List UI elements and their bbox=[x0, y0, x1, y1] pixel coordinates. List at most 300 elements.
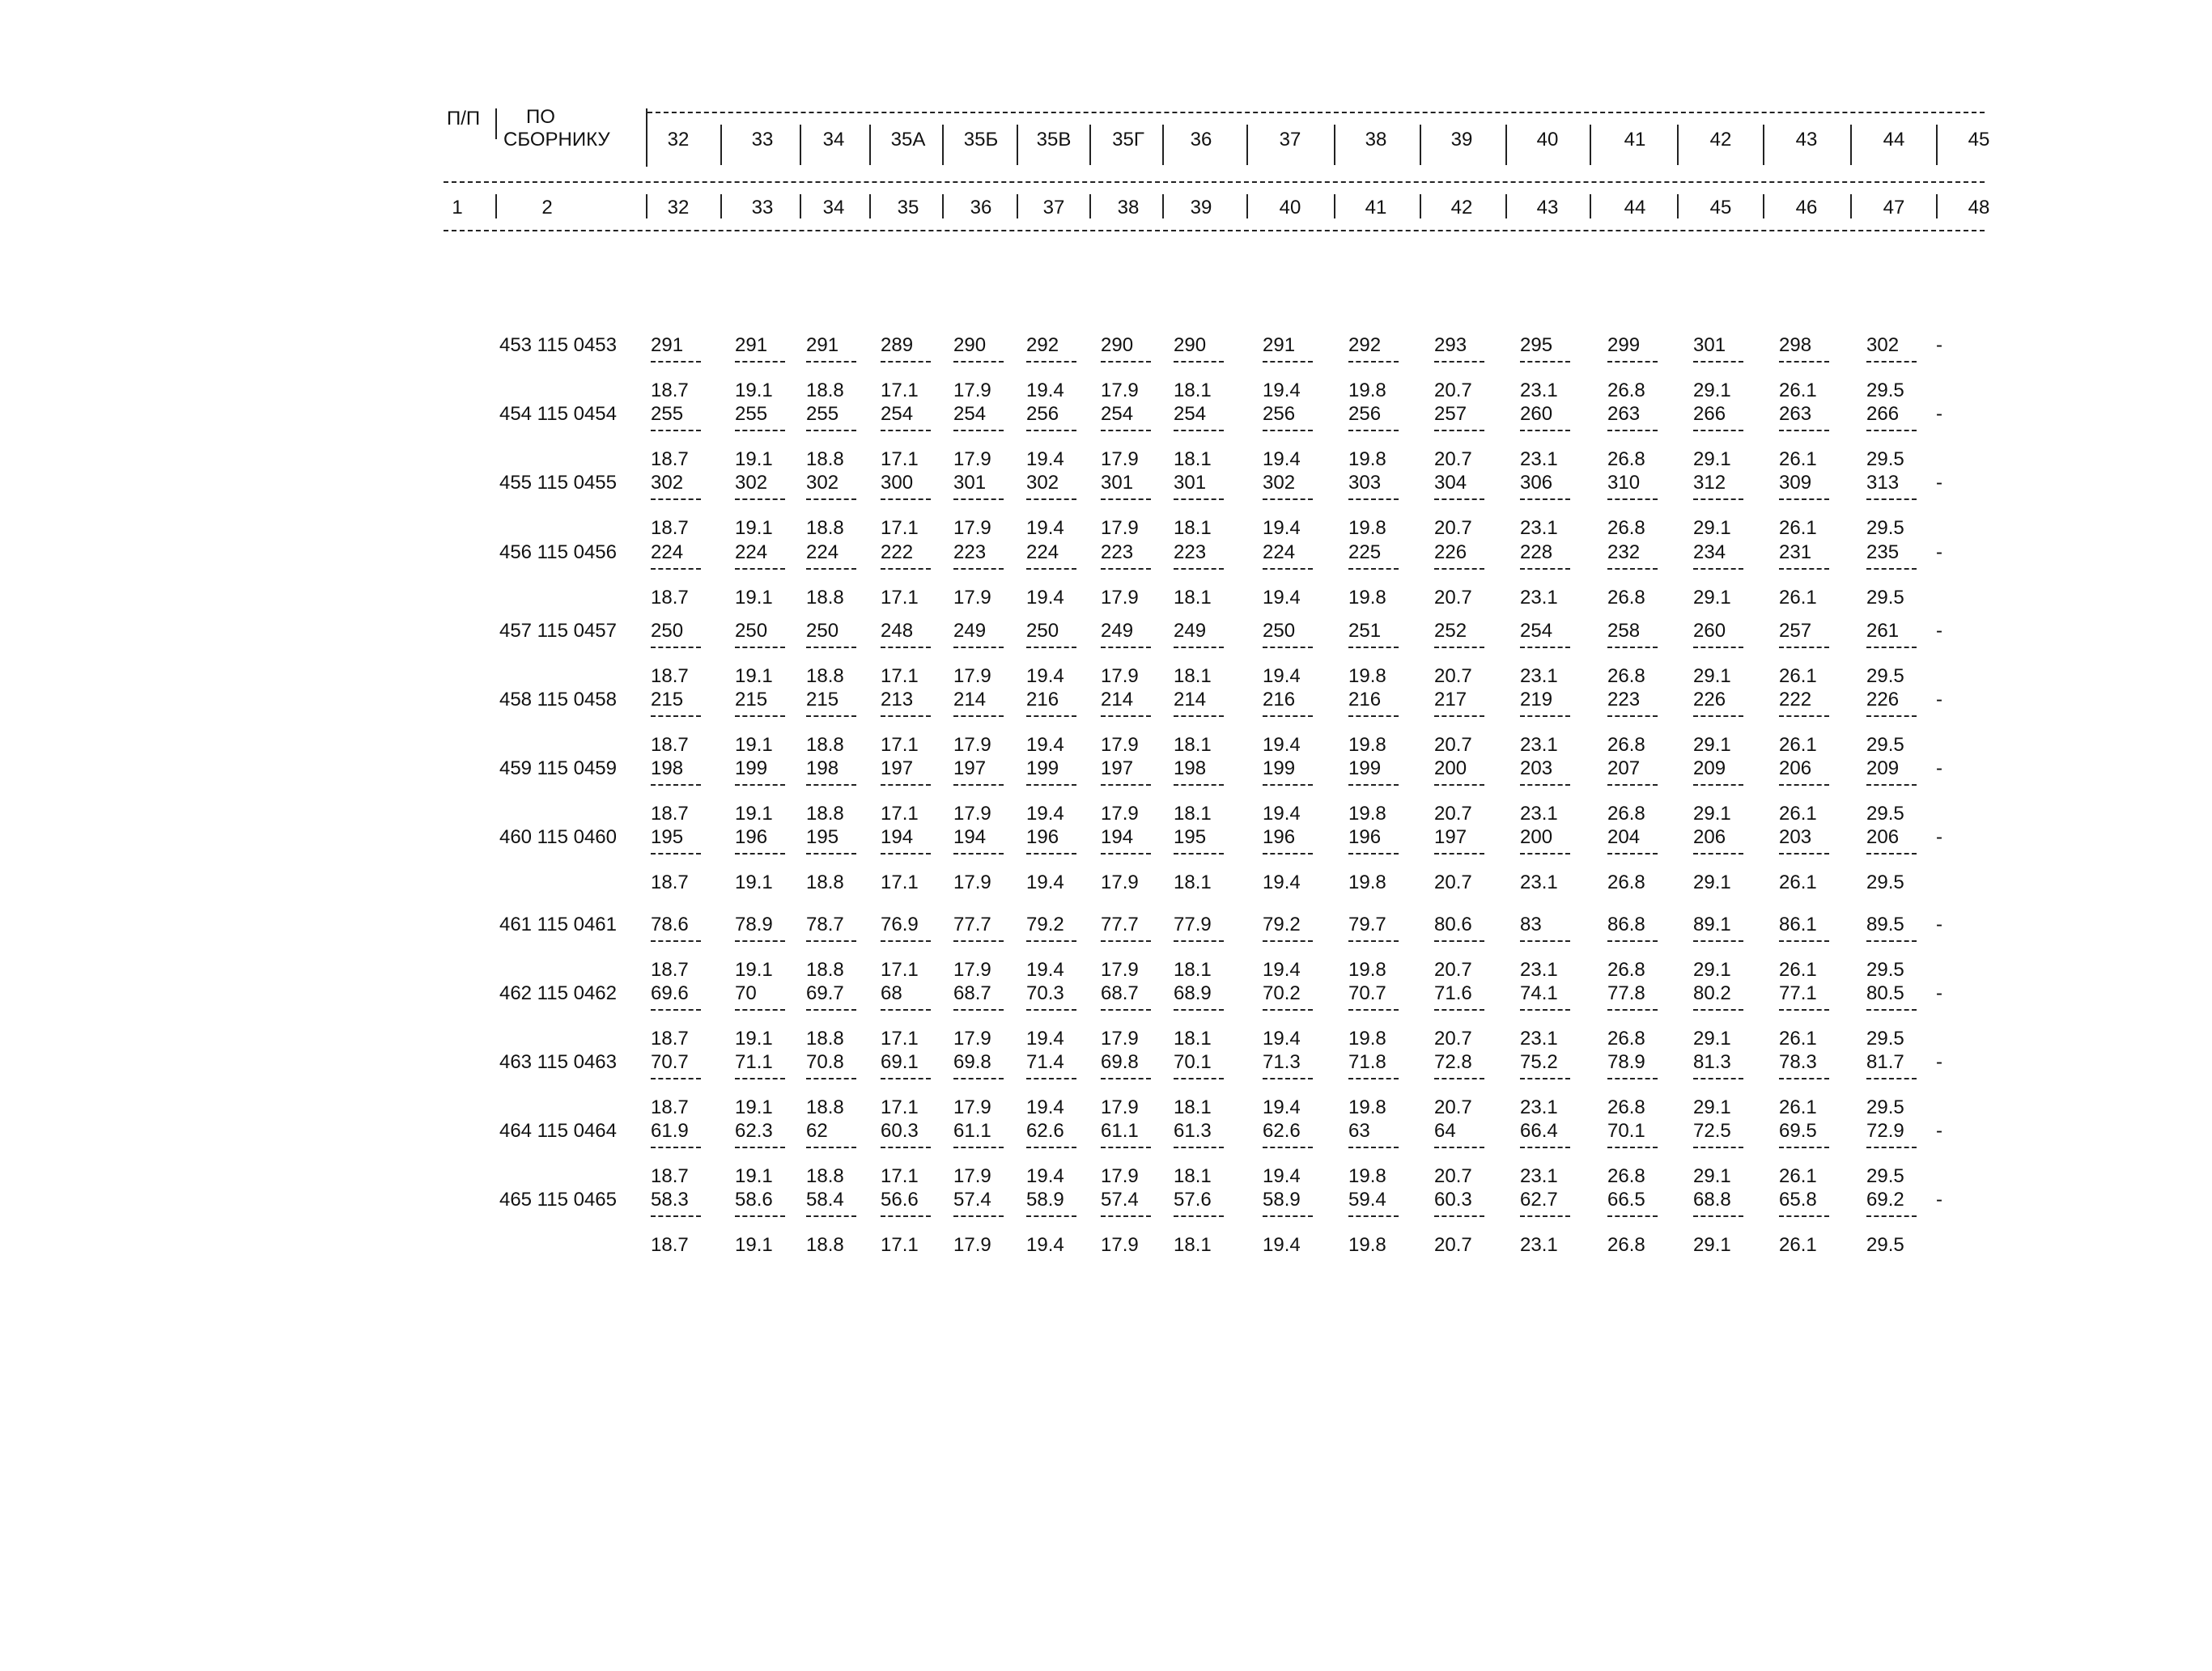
fraction-line bbox=[1520, 361, 1570, 363]
fraction-line bbox=[1866, 1009, 1917, 1011]
fraction-line bbox=[1101, 1147, 1151, 1148]
fraction-line bbox=[651, 853, 701, 855]
fraction-line bbox=[1866, 498, 1917, 500]
row-coefficient: 29.1 bbox=[1693, 586, 1731, 609]
row-coefficient: 17.1 bbox=[881, 1165, 919, 1188]
row-value: 250 bbox=[651, 619, 684, 642]
fraction-line bbox=[1779, 498, 1829, 500]
row-coefficient: 19.4 bbox=[1026, 872, 1064, 894]
header-divider bbox=[495, 194, 497, 218]
row-coefficient: 19.4 bbox=[1263, 734, 1301, 756]
header-divider bbox=[800, 194, 801, 218]
row-tail-mark: - bbox=[1936, 689, 1942, 710]
fraction-line bbox=[1348, 715, 1399, 717]
fraction-line bbox=[651, 1078, 701, 1079]
row-coefficient: 19.1 bbox=[735, 517, 773, 540]
row-value: 209 bbox=[1693, 757, 1726, 780]
row-value: 251 bbox=[1348, 619, 1382, 642]
row-value: 203 bbox=[1779, 826, 1812, 849]
row-coefficient: 23.1 bbox=[1520, 586, 1558, 609]
row-coefficient: 20.7 bbox=[1434, 1234, 1472, 1257]
row-value: 290 bbox=[1174, 334, 1207, 356]
row-coefficient: 26.8 bbox=[1607, 803, 1645, 825]
fraction-line bbox=[1866, 940, 1917, 942]
row-coefficient: 19.4 bbox=[1263, 1096, 1301, 1118]
fraction-line bbox=[1026, 1009, 1076, 1011]
fraction-line bbox=[1174, 498, 1224, 500]
row-value: 198 bbox=[806, 757, 839, 780]
fraction-line bbox=[735, 1147, 785, 1148]
fraction-line bbox=[1174, 647, 1224, 648]
row-coefficient: 23.1 bbox=[1520, 803, 1558, 825]
fraction-line bbox=[735, 568, 785, 570]
fraction-line bbox=[1693, 784, 1743, 786]
row-value: 78.9 bbox=[735, 913, 773, 935]
fraction-line bbox=[1263, 1078, 1313, 1079]
row-value: 224 bbox=[1263, 541, 1296, 563]
row-code: 462 115 0462 bbox=[499, 982, 617, 1004]
row-value: 266 bbox=[1693, 403, 1726, 426]
row-coefficient: 17.1 bbox=[881, 1096, 919, 1118]
fraction-line bbox=[651, 498, 701, 500]
fraction-line bbox=[806, 1009, 856, 1011]
row-coefficient: 19.1 bbox=[735, 1234, 773, 1257]
header-divider bbox=[1017, 194, 1018, 218]
fraction-line bbox=[1026, 430, 1076, 431]
row-value: 78.9 bbox=[1607, 1051, 1645, 1073]
fraction-line bbox=[1263, 715, 1313, 717]
fraction-line bbox=[735, 784, 785, 786]
row-coefficient: 26.1 bbox=[1779, 958, 1817, 981]
row-coefficient: 23.1 bbox=[1520, 872, 1558, 894]
row-coefficient: 17.9 bbox=[1101, 1165, 1139, 1188]
row-coefficient: 26.1 bbox=[1779, 872, 1817, 894]
row-coefficient: 29.5 bbox=[1866, 664, 1904, 687]
fraction-line bbox=[1026, 361, 1076, 363]
row-value: 216 bbox=[1348, 689, 1382, 710]
row-coefficient: 29.1 bbox=[1693, 664, 1731, 687]
fraction-line bbox=[651, 647, 701, 648]
fraction-line bbox=[1779, 430, 1829, 431]
row-value: 299 bbox=[1607, 334, 1641, 356]
row-value: 256 bbox=[1026, 403, 1059, 426]
fraction-line bbox=[1434, 1009, 1484, 1011]
fraction-line bbox=[1779, 1147, 1829, 1148]
row-coefficient: 19.4 bbox=[1263, 1027, 1301, 1050]
row-coefficient: 17.1 bbox=[881, 1027, 919, 1050]
row-coefficient: 18.7 bbox=[651, 1234, 689, 1257]
row-coefficient: 18.7 bbox=[651, 517, 689, 540]
row-value: 250 bbox=[1026, 619, 1059, 642]
header-divider bbox=[1590, 125, 1591, 165]
header-column-index: 37 bbox=[1042, 197, 1065, 218]
row-coefficient: 17.9 bbox=[953, 803, 991, 825]
fraction-line bbox=[1607, 1215, 1658, 1217]
row-value: 63 bbox=[1348, 1120, 1370, 1143]
row-value: 77.7 bbox=[1101, 913, 1139, 935]
fraction-line bbox=[1263, 1147, 1313, 1148]
fraction-line bbox=[1693, 1009, 1743, 1011]
fraction-line bbox=[735, 940, 785, 942]
fraction-line bbox=[1607, 498, 1658, 500]
row-value: 71.1 bbox=[735, 1051, 773, 1073]
row-coefficient: 29.5 bbox=[1866, 380, 1904, 401]
row-value: 260 bbox=[1693, 619, 1726, 642]
row-coefficient: 26.8 bbox=[1607, 1165, 1645, 1188]
fraction-line bbox=[735, 430, 785, 431]
row-coefficient: 17.9 bbox=[953, 1165, 991, 1188]
row-value: 263 bbox=[1607, 403, 1641, 426]
header-divider bbox=[1420, 125, 1421, 165]
row-value: 291 bbox=[651, 334, 684, 356]
fraction-line bbox=[1434, 498, 1484, 500]
fraction-line bbox=[806, 568, 856, 570]
fraction-line bbox=[1263, 361, 1313, 363]
fraction-line bbox=[1520, 498, 1570, 500]
row-value: 249 bbox=[1174, 619, 1207, 642]
row-value: 60.3 bbox=[881, 1120, 919, 1143]
fraction-line bbox=[806, 1215, 856, 1217]
fraction-line bbox=[1607, 715, 1658, 717]
header-divider bbox=[1334, 194, 1335, 218]
row-coefficient: 17.1 bbox=[881, 380, 919, 401]
fraction-line bbox=[1520, 715, 1570, 717]
row-coefficient: 18.7 bbox=[651, 380, 689, 401]
row-coefficient: 18.1 bbox=[1174, 1096, 1212, 1118]
row-value: 224 bbox=[806, 541, 839, 563]
row-coefficient: 19.4 bbox=[1263, 958, 1301, 981]
fraction-line bbox=[1348, 1147, 1399, 1148]
row-coefficient: 29.5 bbox=[1866, 448, 1904, 471]
row-value: 206 bbox=[1866, 826, 1900, 849]
fraction-line bbox=[881, 715, 931, 717]
row-value: 222 bbox=[881, 541, 914, 563]
fraction-line bbox=[1026, 784, 1076, 786]
fraction-line bbox=[1026, 853, 1076, 855]
row-value: 223 bbox=[953, 541, 987, 563]
header-col1-label: П/П bbox=[447, 108, 481, 129]
header-divider bbox=[1505, 125, 1507, 165]
fraction-line bbox=[806, 853, 856, 855]
fraction-line bbox=[1174, 1147, 1224, 1148]
row-value: 194 bbox=[881, 826, 914, 849]
row-tail-mark: - bbox=[1936, 1120, 1942, 1143]
fraction-line bbox=[953, 430, 1004, 431]
header-divider bbox=[1017, 125, 1018, 165]
row-tail-mark: - bbox=[1936, 334, 1942, 356]
row-value: 61.3 bbox=[1174, 1120, 1212, 1143]
fraction-line bbox=[1779, 1078, 1829, 1079]
header-mid-rule bbox=[444, 181, 1985, 183]
row-value: 79.7 bbox=[1348, 913, 1386, 935]
header-divider bbox=[1677, 194, 1679, 218]
row-value: 57.4 bbox=[953, 1189, 991, 1211]
fraction-line bbox=[651, 940, 701, 942]
row-coefficient: 26.8 bbox=[1607, 958, 1645, 981]
row-value: 71.8 bbox=[1348, 1051, 1386, 1073]
row-value: 214 bbox=[1101, 689, 1134, 710]
fraction-line bbox=[1348, 568, 1399, 570]
row-value: 195 bbox=[651, 826, 684, 849]
fraction-line bbox=[953, 715, 1004, 717]
row-coefficient: 18.8 bbox=[806, 872, 844, 894]
header-divider bbox=[942, 194, 944, 218]
row-value: 70 bbox=[735, 982, 757, 1004]
row-coefficient: 26.8 bbox=[1607, 664, 1645, 687]
fraction-line bbox=[735, 498, 785, 500]
fraction-line bbox=[651, 430, 701, 431]
row-value: 197 bbox=[881, 757, 914, 780]
row-value: 248 bbox=[881, 619, 914, 642]
fraction-line bbox=[1174, 1215, 1224, 1217]
row-coefficient: 18.1 bbox=[1174, 1027, 1212, 1050]
fraction-line bbox=[1693, 430, 1743, 431]
row-coefficient: 26.1 bbox=[1779, 380, 1817, 401]
row-coefficient: 29.1 bbox=[1693, 1096, 1731, 1118]
row-value: 215 bbox=[651, 689, 684, 710]
row-coefficient: 18.8 bbox=[806, 1234, 844, 1257]
row-value: 224 bbox=[1026, 541, 1059, 563]
fraction-line bbox=[1263, 853, 1313, 855]
fraction-line bbox=[1607, 568, 1658, 570]
fraction-line bbox=[1434, 1147, 1484, 1148]
row-value: 226 bbox=[1434, 541, 1467, 563]
row-code: 455 115 0455 bbox=[499, 472, 617, 494]
row-coefficient: 19.4 bbox=[1263, 517, 1301, 540]
row-value: 266 bbox=[1866, 403, 1900, 426]
fraction-line bbox=[1101, 1215, 1151, 1217]
row-value: 69.2 bbox=[1866, 1189, 1904, 1211]
row-value: 292 bbox=[1026, 334, 1059, 356]
fraction-line bbox=[806, 430, 856, 431]
fraction-line bbox=[1434, 647, 1484, 648]
row-coefficient: 18.8 bbox=[806, 1165, 844, 1188]
row-code: 463 115 0463 bbox=[499, 1051, 617, 1073]
fraction-line bbox=[735, 361, 785, 363]
header-column-index: 47 bbox=[1883, 197, 1905, 218]
row-value: 223 bbox=[1174, 541, 1207, 563]
row-value: 254 bbox=[953, 403, 987, 426]
row-value: 291 bbox=[806, 334, 839, 356]
row-value: 77.9 bbox=[1174, 913, 1212, 935]
fraction-line bbox=[735, 1215, 785, 1217]
row-tail-mark: - bbox=[1936, 472, 1942, 494]
header-divider bbox=[646, 194, 647, 218]
row-value: 252 bbox=[1434, 619, 1467, 642]
header-divider bbox=[942, 125, 944, 165]
header-column-label: 41 bbox=[1624, 129, 1646, 151]
row-value: 79.2 bbox=[1263, 913, 1301, 935]
row-value: 261 bbox=[1866, 619, 1900, 642]
row-coefficient: 18.7 bbox=[651, 734, 689, 756]
row-value: 209 bbox=[1866, 757, 1900, 780]
row-value: 69.5 bbox=[1779, 1120, 1817, 1143]
row-code: 453 115 0453 bbox=[499, 334, 617, 356]
row-coefficient: 23.1 bbox=[1520, 1165, 1558, 1188]
row-coefficient: 18.8 bbox=[806, 380, 844, 401]
fraction-line bbox=[1520, 784, 1570, 786]
row-coefficient: 19.4 bbox=[1263, 664, 1301, 687]
row-coefficient: 26.8 bbox=[1607, 380, 1645, 401]
row-value: 303 bbox=[1348, 472, 1382, 494]
fraction-line bbox=[1174, 568, 1224, 570]
row-coefficient: 19.4 bbox=[1026, 1234, 1064, 1257]
fraction-line bbox=[881, 568, 931, 570]
fraction-line bbox=[1434, 715, 1484, 717]
row-value: 214 bbox=[1174, 689, 1207, 710]
row-value: 198 bbox=[651, 757, 684, 780]
row-code: 464 115 0464 bbox=[499, 1120, 617, 1143]
row-value: 72.9 bbox=[1866, 1120, 1904, 1143]
row-coefficient: 19.4 bbox=[1263, 586, 1301, 609]
header-column-index: 39 bbox=[1190, 197, 1212, 218]
row-coefficient: 19.8 bbox=[1348, 586, 1386, 609]
row-coefficient: 19.4 bbox=[1263, 872, 1301, 894]
fraction-line bbox=[1263, 784, 1313, 786]
row-coefficient: 29.5 bbox=[1866, 872, 1904, 894]
row-coefficient: 18.1 bbox=[1174, 517, 1212, 540]
row-coefficient: 17.9 bbox=[1101, 958, 1139, 981]
row-value: 254 bbox=[1174, 403, 1207, 426]
header-column-label: 39 bbox=[1450, 129, 1473, 151]
row-value: 206 bbox=[1779, 757, 1812, 780]
fraction-line bbox=[1263, 940, 1313, 942]
fraction-line bbox=[881, 1078, 931, 1079]
row-value: 207 bbox=[1607, 757, 1641, 780]
row-value: 292 bbox=[1348, 334, 1382, 356]
header-column-index: 45 bbox=[1709, 197, 1732, 218]
row-coefficient: 18.1 bbox=[1174, 664, 1212, 687]
row-value: 215 bbox=[735, 689, 768, 710]
fraction-line bbox=[1866, 853, 1917, 855]
fraction-line bbox=[1263, 1009, 1313, 1011]
row-coefficient: 19.4 bbox=[1026, 803, 1064, 825]
row-value: 306 bbox=[1520, 472, 1553, 494]
row-coefficient: 20.7 bbox=[1434, 872, 1472, 894]
header-divider bbox=[1162, 194, 1164, 218]
row-coefficient: 29.1 bbox=[1693, 1234, 1731, 1257]
row-value: 234 bbox=[1693, 541, 1726, 563]
row-value: 258 bbox=[1607, 619, 1641, 642]
header-column-index: 32 bbox=[667, 197, 690, 218]
fraction-line bbox=[881, 361, 931, 363]
fraction-line bbox=[1174, 1009, 1224, 1011]
row-coefficient: 20.7 bbox=[1434, 448, 1472, 471]
row-coefficient: 17.1 bbox=[881, 586, 919, 609]
row-coefficient: 17.9 bbox=[1101, 448, 1139, 471]
row-coefficient: 26.8 bbox=[1607, 734, 1645, 756]
row-value: 57.6 bbox=[1174, 1189, 1212, 1211]
row-coefficient: 18.7 bbox=[651, 803, 689, 825]
row-coefficient: 19.8 bbox=[1348, 517, 1386, 540]
fraction-line bbox=[1348, 647, 1399, 648]
row-value: 83 bbox=[1520, 913, 1542, 935]
row-value: 80.5 bbox=[1866, 982, 1904, 1004]
row-value: 86.8 bbox=[1607, 913, 1645, 935]
row-value: 78.3 bbox=[1779, 1051, 1817, 1073]
fraction-line bbox=[1101, 568, 1151, 570]
fraction-line bbox=[1101, 853, 1151, 855]
row-value: 225 bbox=[1348, 541, 1382, 563]
row-coefficient: 19.4 bbox=[1026, 517, 1064, 540]
row-value: 194 bbox=[1101, 826, 1134, 849]
fraction-line bbox=[881, 940, 931, 942]
row-value: 250 bbox=[735, 619, 768, 642]
row-value: 58.6 bbox=[735, 1189, 773, 1211]
row-value: 68.8 bbox=[1693, 1189, 1731, 1211]
row-coefficient: 18.1 bbox=[1174, 1165, 1212, 1188]
row-value: 290 bbox=[953, 334, 987, 356]
row-coefficient: 26.1 bbox=[1779, 448, 1817, 471]
fraction-line bbox=[881, 498, 931, 500]
row-value: 76.9 bbox=[881, 913, 919, 935]
header-column-index: 34 bbox=[822, 197, 845, 218]
row-value: 80.2 bbox=[1693, 982, 1731, 1004]
row-value: 300 bbox=[881, 472, 914, 494]
row-value: 69.7 bbox=[806, 982, 844, 1004]
row-value: 204 bbox=[1607, 826, 1641, 849]
row-value: 224 bbox=[651, 541, 684, 563]
row-coefficient: 18.8 bbox=[806, 1096, 844, 1118]
row-coefficient: 17.9 bbox=[1101, 1234, 1139, 1257]
row-value: 199 bbox=[1348, 757, 1382, 780]
row-coefficient: 17.9 bbox=[1101, 1096, 1139, 1118]
row-value: 80.6 bbox=[1434, 913, 1472, 935]
row-value: 216 bbox=[1263, 689, 1296, 710]
row-coefficient: 26.8 bbox=[1607, 517, 1645, 540]
fraction-line bbox=[1693, 715, 1743, 717]
row-value: 216 bbox=[1026, 689, 1059, 710]
row-coefficient: 17.9 bbox=[1101, 803, 1139, 825]
row-coefficient: 20.7 bbox=[1434, 803, 1472, 825]
row-value: 256 bbox=[1348, 403, 1382, 426]
fraction-line bbox=[1693, 1215, 1743, 1217]
row-value: 61.1 bbox=[953, 1120, 991, 1143]
row-coefficient: 29.1 bbox=[1693, 380, 1731, 401]
fraction-line bbox=[1866, 361, 1917, 363]
row-value: 232 bbox=[1607, 541, 1641, 563]
row-value: 295 bbox=[1520, 334, 1553, 356]
fraction-line bbox=[1026, 647, 1076, 648]
row-coefficient: 17.1 bbox=[881, 1234, 919, 1257]
row-value: 58.9 bbox=[1026, 1189, 1064, 1211]
fraction-line bbox=[735, 1078, 785, 1079]
row-value: 69.8 bbox=[1101, 1051, 1139, 1073]
fraction-line bbox=[651, 1147, 701, 1148]
row-coefficient: 19.4 bbox=[1026, 1027, 1064, 1050]
fraction-line bbox=[1693, 568, 1743, 570]
fraction-line bbox=[1693, 940, 1743, 942]
row-coefficient: 19.4 bbox=[1263, 803, 1301, 825]
row-value: 195 bbox=[1174, 826, 1207, 849]
row-value: 195 bbox=[806, 826, 839, 849]
fraction-line bbox=[1693, 647, 1743, 648]
row-coefficient: 18.8 bbox=[806, 958, 844, 981]
fraction-line bbox=[1434, 361, 1484, 363]
row-value: 304 bbox=[1434, 472, 1467, 494]
fraction-line bbox=[1866, 784, 1917, 786]
fraction-line bbox=[1434, 853, 1484, 855]
row-coefficient: 26.8 bbox=[1607, 448, 1645, 471]
row-value: 255 bbox=[651, 403, 684, 426]
header-column-label: 38 bbox=[1365, 129, 1387, 151]
row-coefficient: 26.8 bbox=[1607, 1027, 1645, 1050]
row-coefficient: 17.9 bbox=[953, 448, 991, 471]
row-value: 62.3 bbox=[735, 1120, 773, 1143]
fraction-line bbox=[1779, 940, 1829, 942]
header-column-index: 38 bbox=[1117, 197, 1140, 218]
row-value: 197 bbox=[1434, 826, 1467, 849]
